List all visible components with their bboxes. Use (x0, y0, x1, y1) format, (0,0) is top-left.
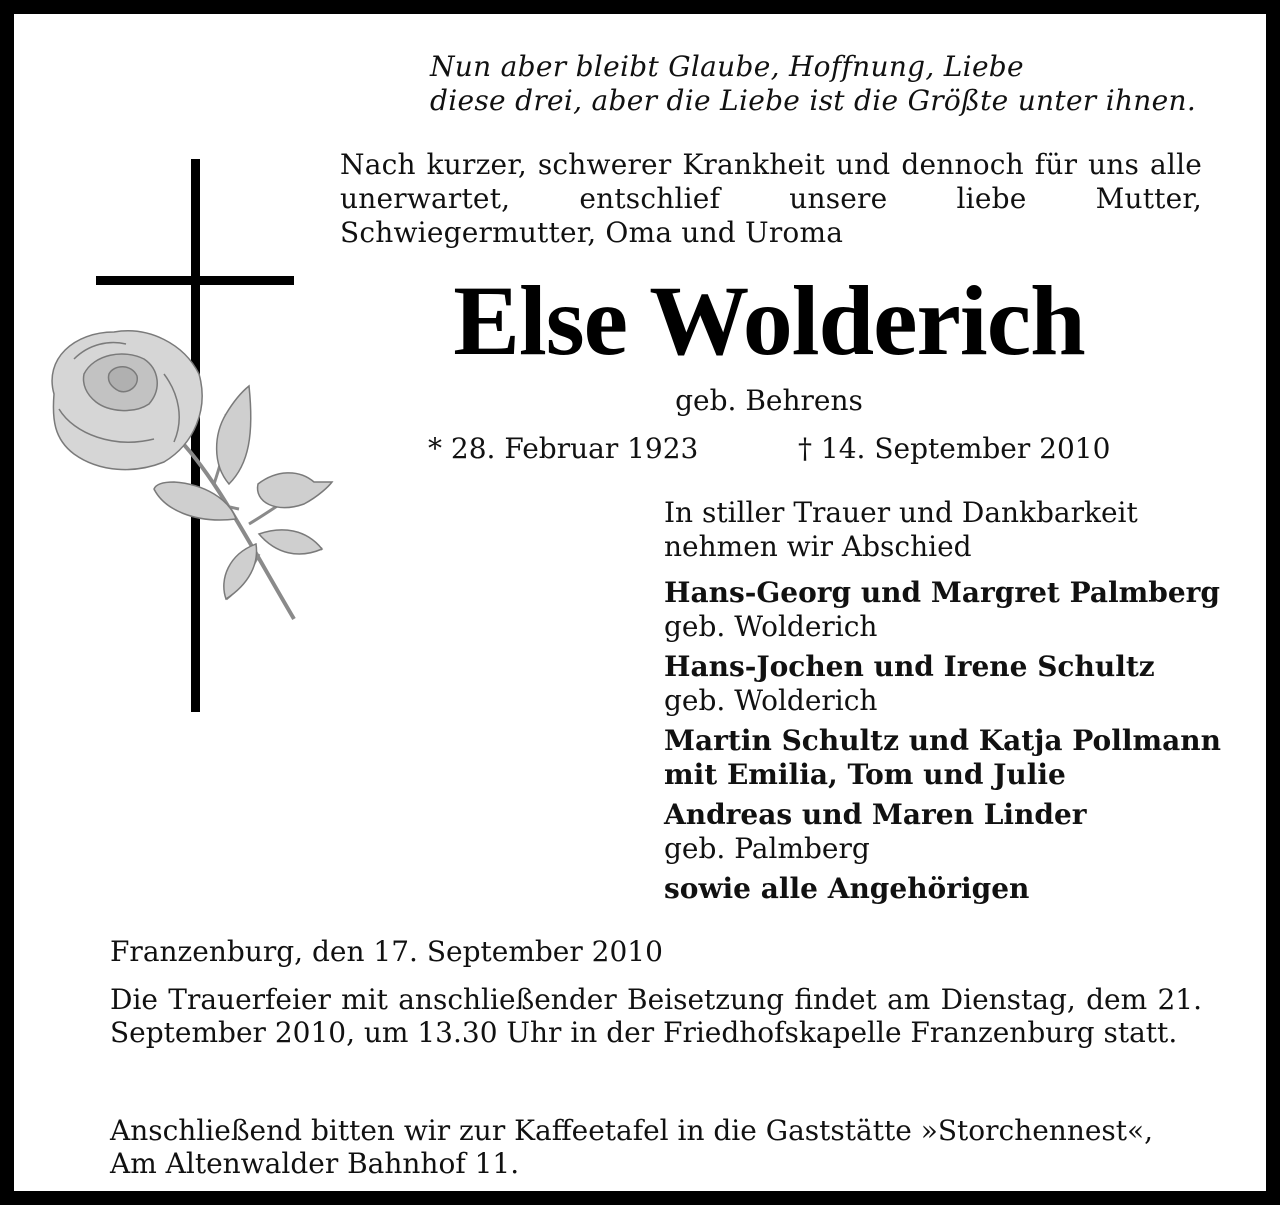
mourner-names: Andreas und Maren Linder (664, 798, 1087, 831)
mourners-list (664, 576, 1244, 912)
death-date: † 14. September 2010 (798, 432, 1111, 465)
bible-verse-line-1: Nun aber bleibt Glaube, Hoffnung, Liebe (430, 50, 1024, 83)
mourner-children: mit Emilia, Tom und Julie (664, 758, 1066, 791)
funeral-info: Die Trauerfeier mit anschließender Beisetzung findet am Dienstag, dem 21. September 2010, um 13.30 Uhr in der Friedhofskapelle Franzenburg statt. (110, 983, 1202, 1049)
mourner-group (664, 576, 1244, 644)
reception-line-1: Anschließend bitten wir zur Kaffeetafel in die Gaststätte »Storchennest«, (110, 1114, 1154, 1147)
mourner-group (664, 724, 1244, 792)
mourning-line-1: In stiller Trauer und Dankbarkeit (664, 496, 1138, 529)
mourner-names: Hans-Georg und Margret Palmberg (664, 576, 1221, 609)
mourner-group (664, 872, 1244, 906)
deceased-name: Else Wolderich (453, 265, 1085, 376)
mourner-note: geb. Wolderich (664, 610, 878, 643)
mourner-names: Martin Schultz und Katja Pollmann (664, 724, 1221, 757)
mourner-names: sowie alle Angehörigen (664, 872, 1030, 905)
mourner-group (664, 798, 1244, 866)
place-and-date: Franzenburg, den 17. September 2010 (110, 935, 663, 968)
mourner-note: geb. Palmberg (664, 832, 870, 865)
reception-info (110, 1114, 1202, 1180)
bible-verse-line-2: diese drei, aber die Liebe ist die Größte unter ihnen. (430, 84, 1197, 117)
birth-name: geb. Behrens (675, 384, 863, 417)
bible-verse (430, 50, 1210, 118)
birth-date: * 28. Februar 1923 (428, 432, 699, 465)
reception-line-2: Am Altenwalder Bahnhof 11. (110, 1147, 520, 1180)
mourner-names: Hans-Jochen und Irene Schultz (664, 650, 1155, 683)
intro-text: Nach kurzer, schwerer Krankheit und dennoch für uns alle unerwartet, entschlief unsere liebe Mutter, Schwiegermutter, Oma und Uroma (340, 148, 1202, 249)
mourning-text (664, 496, 1224, 564)
mourner-note: geb. Wolderich (664, 684, 878, 717)
mourning-line-2: nehmen wir Abschied (664, 530, 972, 563)
mourner-group (664, 650, 1244, 718)
